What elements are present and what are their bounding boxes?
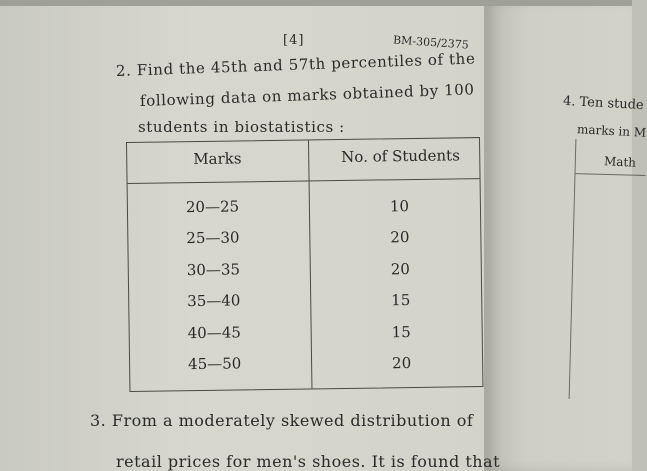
cell-students-3: 20	[390, 260, 411, 279]
question-2-line-2: following data on marks obtained by 100	[139, 80, 475, 110]
top-edge	[0, 0, 632, 6]
cell-students-1: 10	[389, 197, 410, 216]
cell-marks-1: 20—25	[185, 197, 240, 217]
header-students: No. of Students	[341, 146, 460, 166]
marks-table	[126, 137, 483, 392]
page-fold	[484, 0, 486, 471]
cell-students-4: 15	[391, 291, 411, 310]
cell-marks-6: 45—50	[187, 354, 242, 374]
cell-marks-5: 40—45	[187, 323, 241, 343]
header-marks: Marks	[193, 149, 242, 169]
question-4-line-2: marks in M	[576, 122, 647, 140]
cell-students-6: 20	[391, 354, 412, 373]
table-column-divider	[308, 140, 312, 388]
cell-marks-4: 35—40	[187, 291, 241, 311]
cell-students-2: 20	[390, 228, 410, 247]
question-2-line-3: students in biostatistics :	[138, 118, 345, 136]
question-3-line-1: 3. From a moderately skewed distribution of	[90, 411, 474, 430]
table-header-divider	[128, 178, 480, 184]
question-4-line-1: 4. Ten stude	[562, 93, 645, 114]
question-3-line-2: retail prices for men's shoes. It is found that	[116, 452, 501, 471]
question-2-line-1: 2. Find the 45th and 57th percentiles of the	[115, 49, 476, 80]
page-number: [4]	[283, 33, 305, 48]
cell-marks-3: 30—35	[186, 260, 241, 280]
paper-code: BM-305/2375	[392, 33, 470, 52]
cell-students-5: 15	[391, 323, 411, 342]
cell-marks-2: 25—30	[186, 228, 240, 248]
right-table-header: Math	[603, 154, 637, 170]
right-table	[569, 139, 647, 401]
right-table-header-divider	[575, 173, 645, 176]
